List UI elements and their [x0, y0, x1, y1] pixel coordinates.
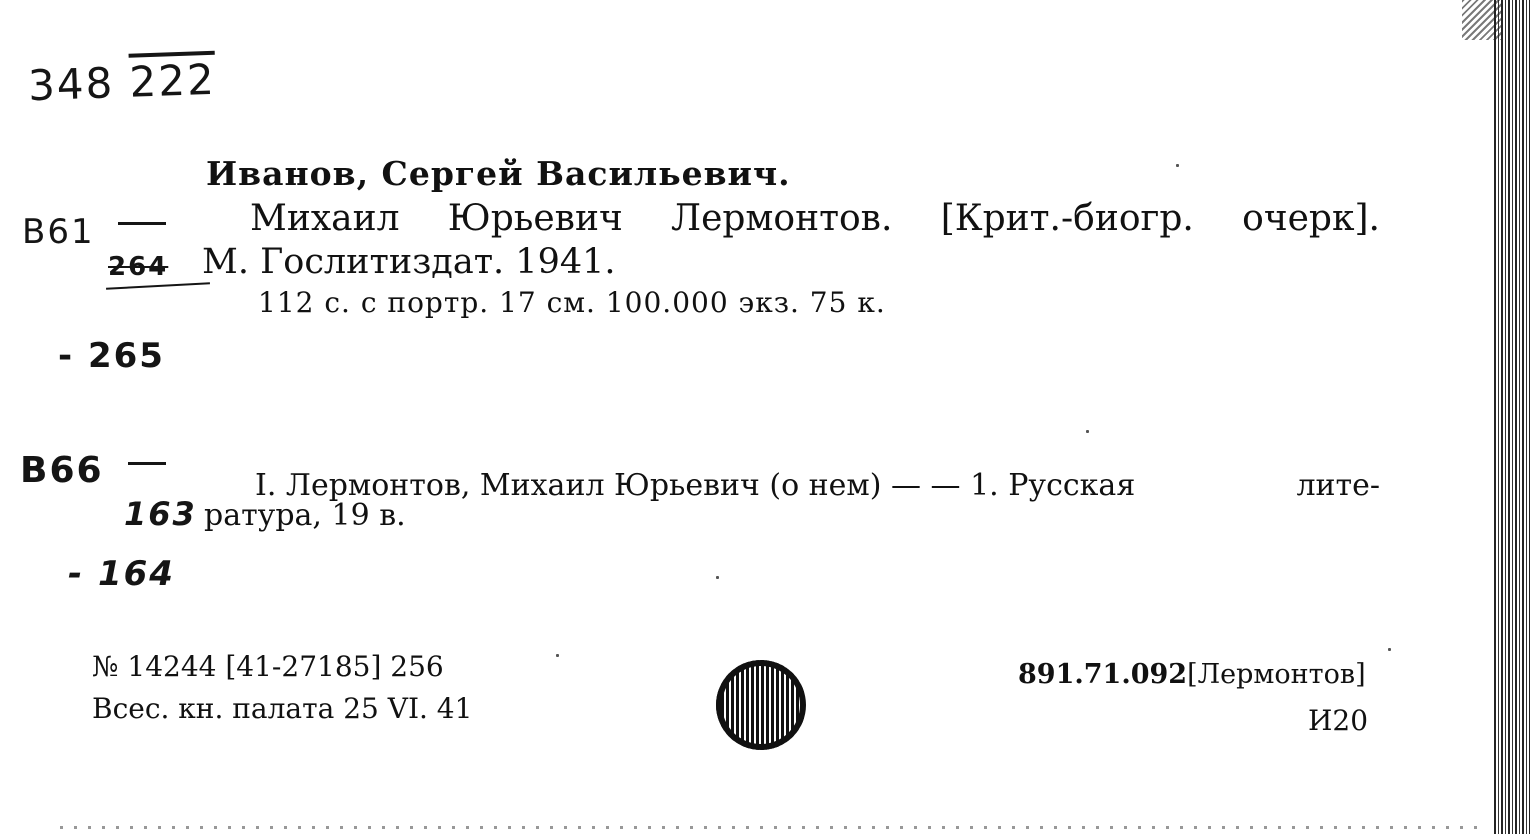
handwritten-strike-line — [106, 282, 210, 289]
scan-speck — [556, 654, 559, 657]
handwritten-call-number-overline: 222 — [128, 54, 217, 107]
udc-number: 891.71.092 — [1018, 659, 1188, 690]
author-heading: Иванов, Сергей Васильевич. — [206, 154, 791, 193]
handwritten-shelf-b61: В61 — [22, 212, 95, 252]
scan-speck — [1176, 164, 1179, 167]
card-number: № 14244 [41-27185] 256 — [92, 650, 444, 683]
book-chamber-stamp: Всес. кн. палата 25 VI. 41 — [92, 692, 473, 725]
collation: 112 с. с портр. 17 см. 100.000 экз. 75 к. — [258, 286, 886, 319]
handwritten-shelf-163: 163 — [124, 495, 197, 533]
handwritten-dash — [128, 462, 166, 465]
title-word: Лермонтов. — [671, 198, 893, 239]
handwritten-shelf-b66: В66 — [20, 450, 104, 491]
scanned-card-edge — [1494, 0, 1530, 834]
udc-term: [Лермонтов] — [1187, 659, 1366, 690]
handwritten-call-number-main: 348 — [27, 58, 116, 111]
subject-tracings-text: I. Лермонтов, Михаил Юрьевич (о нем) — — 1. Русская — [255, 468, 1136, 503]
scan-speck — [1388, 648, 1391, 651]
scan-noise-line — [60, 826, 1480, 829]
scanned-corner-shadow — [1462, 0, 1502, 40]
handwritten-call-number — [27, 55, 216, 111]
classification-number — [1018, 659, 1366, 690]
handwritten-shelf-264-struck: 264 — [108, 252, 169, 282]
punch-hole — [716, 660, 806, 750]
title-word: [Крит.-биогр. — [940, 198, 1194, 239]
title-word: Юрьевич — [447, 198, 623, 239]
subject-tracings-line-2: ратура, 19 в. — [204, 498, 406, 533]
scan-speck — [716, 576, 719, 579]
handwritten-dash — [118, 222, 166, 225]
scan-speck — [1086, 430, 1089, 433]
handwritten-shelf-265: - 265 — [58, 336, 165, 376]
subject-tracings-hyphenated: лите- — [1296, 468, 1380, 503]
handwritten-shelf-164: - 164 — [68, 554, 175, 594]
title-word: Михаил — [250, 198, 400, 239]
imprint: М. Гослитиздат. 1941. — [202, 242, 616, 282]
subject-tracings-line-1 — [255, 468, 1380, 503]
title-word: очерк]. — [1242, 198, 1380, 239]
title-line — [250, 198, 1380, 239]
cutter-number: И20 — [1308, 704, 1369, 737]
